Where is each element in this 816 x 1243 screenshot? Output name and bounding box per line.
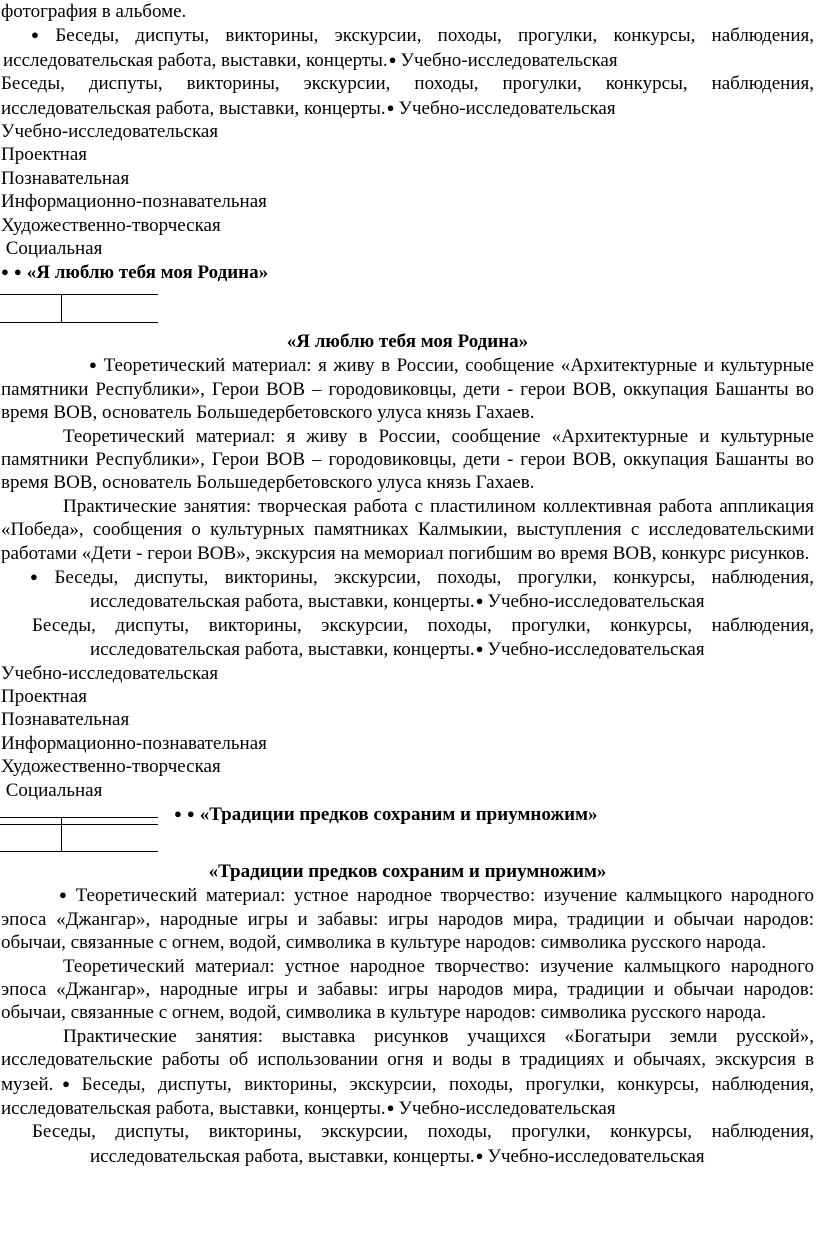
bullet-icon <box>386 98 399 119</box>
activity-type: Социальная <box>1 238 103 260</box>
activity-list-paragraph: Беседы, диспуты, викторины, экскурсии, походы, прогулки, конкурсы, наблюдения, исследовательская работа, выставки, концерты.● Учебно-исследовательская <box>0 72 816 120</box>
practice-paragraph: Практические занятия: творческая работа с пластилином коллективная работа аппликация «Победа», сообщения о культурных памятниках Калмыкии, выступления с исследовательскими работами «Дети - герои ВОВ», экскурсия на мемориал погибшим во время ВОВ, конкурс рисунков. <box>1 495 814 564</box>
activity-type: Проектная <box>1 685 88 707</box>
section-title: «Я люблю тебя моя Родина» <box>286 330 529 352</box>
bullet-icon <box>59 885 76 906</box>
activity-list-paragraph: ● Беседы, диспуты, викторины, экскурсии, походы, прогулки, конкурсы, наблюдения, исследовательская работа, выставки, концерты.● Учебно-исследовательская <box>0 23 816 72</box>
section-title: «Традиции предков сохраним и приумножим» <box>208 861 607 882</box>
theory-paragraph: ● Теоретический материал: устное народное творчество: изучение калмыцкого народного эпоса «Джангар», народные игры и забавы: игры народов мира, традиции и обычаи народов: обычаи, связанные с огнем, водой, символика в культуре народов: символика русского народа. <box>0 883 816 954</box>
table-fragment <box>0 816 816 852</box>
practice-paragraph: Практические занятия: выставка рисунков учащихся «Богатыри земли русской», исследовательские работы об использовании огня и воды в традициях и обычаях, экскурсия в музей.● Беседы, диспуты, викторины, экскурсии, походы, прогулки, конкурсы, наблюдения, исследовательская работа, выставки, концерты.● Учебно-исследовательская <box>0 1025 816 1121</box>
section-heading-inline: ● ● «Традиции предков сохраним и приумножим» <box>0 802 816 826</box>
activity-type: Проектная <box>1 144 88 166</box>
bullet-icon <box>53 1074 81 1095</box>
bullet-icon <box>475 591 488 612</box>
theory-paragraph: Теоретический материал: устное народное творчество: изучение калмыцкого народного эпоса «Джангар», народные игры и забавы: игры народов мира, традиции и обычаи народов: обычаи, связанные с огнем, водой, символика в культуре народов: символика русского народа. <box>1 955 814 1024</box>
bullet-icon <box>475 639 488 660</box>
activity-type: Информационно-познавательная <box>1 191 267 213</box>
table-fragment <box>0 285 816 331</box>
text-line: фотография в альбоме. <box>1 1 187 22</box>
section-heading-inline: ● ● «Я люблю тебя моя Родина» <box>0 260 816 284</box>
bullet-icon <box>31 25 55 46</box>
bullet-icon <box>388 50 401 71</box>
activity-type: Учебно-исследовательская <box>1 121 219 143</box>
activity-type: Учебно-исследовательская <box>1 662 219 684</box>
activity-type: Социальная <box>1 779 103 801</box>
theory-paragraph: Теоретический материал: я живу в России, сообщение «Архитектурные и культурные памятники Республики», Герои ВОВ – городовиковцы, дети - герои ВОВ, оккупация Башанты во время ВОВ, основатель Большедербетовского улуса князь Гахаев. <box>1 425 814 494</box>
activity-type: Познавательная <box>1 709 130 731</box>
activity-type: Художественно-творческая <box>1 214 221 236</box>
theory-paragraph: ● Теоретический материал: я живу в России, сообщение «Архитектурные и культурные памятники Республики», Герои ВОВ – городовиковцы, дети - герои ВОВ, оккупация Башанты во время ВОВ, основатель Большедербетовского улуса князь Гахаев. <box>0 353 816 424</box>
activity-list-paragraph: Беседы, диспуты, викторины, экскурсии, походы, прогулки, конкурсы, наблюдения, исследовательская работа, выставки, концерты.● Учебно-исследовательская <box>0 614 816 662</box>
activity-list-paragraph: Беседы, диспуты, викторины, экскурсии, походы, прогулки, конкурсы, наблюдения, исследовательская работа, выставки, концерты.● Учебно-исследовательская <box>0 1120 816 1168</box>
activity-list-paragraph: ● Беседы, диспуты, викторины, экскурсии, походы, прогулки, конкурсы, наблюдения, исследовательская работа, выставки, концерты.● Учебно-исследовательская <box>0 565 816 614</box>
bullet-icon <box>475 1146 488 1167</box>
bullet-icon <box>1 262 14 283</box>
bullet-icon <box>89 355 104 376</box>
activity-type: Познавательная <box>1 167 130 189</box>
bullet-icon <box>30 567 54 588</box>
activity-type: Информационно-познавательная <box>1 732 267 754</box>
activity-type: Художественно-творческая <box>1 756 221 778</box>
bullet-icon <box>14 262 27 283</box>
bullet-icon <box>386 1098 399 1119</box>
